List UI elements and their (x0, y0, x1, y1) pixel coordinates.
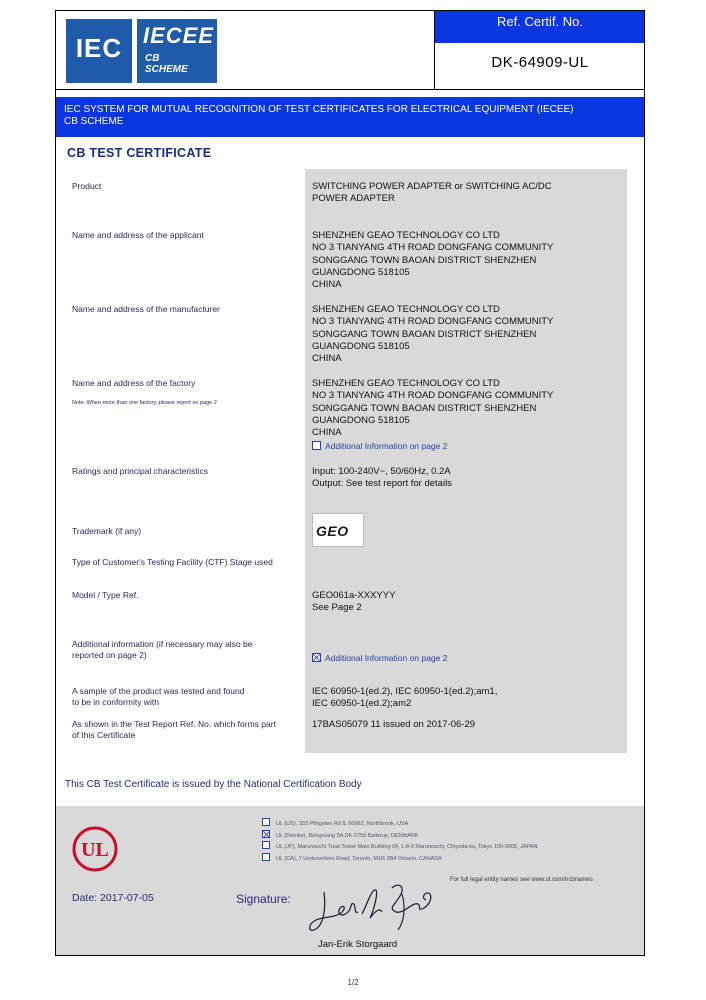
trademark-label: Trademark (if any) (72, 526, 142, 536)
standards-value: IEC 60950-1(ed.2), IEC 60950-1(ed.2);am1, IEC 60950-1(ed.2);am2 (312, 686, 498, 710)
factory-note: Note: When more than one factory, please report on page 2 (72, 400, 217, 406)
ncb-list (262, 818, 537, 864)
report-label: As shown in the Test Report Ref. No. which forms part of this Certificate (72, 719, 276, 740)
ratings-value: Input: 100-240V~, 50/60Hz, 0.2A Output: See test report for details (312, 466, 452, 490)
iecee-logo: IECEE CB SCHEME (137, 19, 217, 83)
certificate-title: CB TEST CERTIFICATE (67, 146, 212, 160)
iec-logo: IEC (66, 19, 132, 83)
page-number: 1/2 (347, 978, 359, 987)
trademark-logo: GEO (312, 513, 364, 547)
factory-additional-info: Additional Information on page 2 (312, 440, 447, 453)
reference-box (434, 11, 645, 89)
scheme-line-1: IEC SYSTEM FOR MUTUAL RECOGNITION OF TEST CERTIFICATES FOR ELECTRICAL EQUIPMENT (IECEE) (64, 104, 574, 115)
ncb-item: UL (CA), 7 Underwriters Road, Toronto, M1R 3B4 Ontario, CANADA (262, 853, 537, 865)
model-label: Model / Type Ref. (72, 590, 139, 600)
factory-addl-checkbox (312, 441, 321, 450)
footer-panel (56, 806, 644, 956)
ref-number: DK-64909-UL (435, 43, 645, 89)
ncb-item: UL (JP), Marunouchi Trust Tower Main Building 6F, 1-8-3 Marunouchi, Chiyoda-ku, Tokyo 100-0005, JAPAN (262, 841, 537, 853)
ncb-item: UL (US), 333 Pfingsten Rd IL 60062, Northbrook, USA (262, 818, 537, 830)
additional-info-value: Additional Information on page 2 (312, 652, 447, 665)
additional-info-label: Additional information (if necessary may also be reported on page 2) (72, 639, 253, 660)
manufacturer-label: Name and address of the manufacturer (72, 304, 220, 314)
handwritten-signature (302, 878, 442, 938)
issue-date: Date: 2017-07-05 (72, 892, 154, 904)
certificate-frame (55, 10, 645, 956)
signature-label: Signature: (236, 892, 291, 906)
factory-value: SHENZHEN GEAO TECHNOLOGY CO LTD NO 3 TIANYANG 4TH ROAD DONGFANG COMMUNITY SONGGANG TOWN BAOAN DISTRICT SHENZHEN GUANGDONG 518105 CHINA (312, 378, 554, 439)
ncb-checkbox (262, 853, 270, 861)
applicant-value: SHENZHEN GEAO TECHNOLOGY CO LTD NO 3 TIANYANG 4TH ROAD DONGFANG COMMUNITY SONGGANG TOWN BAOAN DISTRICT SHENZHEN GUANGDONG 518105 CHINA (312, 230, 554, 291)
product-value: SWITCHING POWER ADAPTER or SWITCHING AC/DC POWER ADAPTER (312, 181, 552, 205)
scheme-band (56, 97, 644, 137)
ncb-checkbox (262, 841, 270, 849)
ref-label: Ref. Certif. No. (435, 11, 645, 43)
product-label: Product (72, 181, 102, 191)
signer-name: Jan-Erik Storgaard (318, 939, 398, 950)
applicant-label: Name and address of the applicant (72, 230, 204, 240)
legal-entity-note: For full legal entity names see www.ul.com/ncbnames (450, 877, 593, 883)
manufacturer-value: SHENZHEN GEAO TECHNOLOGY CO LTD NO 3 TIANYANG 4TH ROAD DONGFANG COMMUNITY SONGGANG TOWN BAOAN DISTRICT SHENZHEN GUANGDONG 518105 CHINA (312, 304, 554, 365)
report-value: 17BAS05079 11 issued on 2017-06-29 (312, 719, 476, 730)
ratings-label: Ratings and principal characteristics (72, 466, 209, 476)
issued-by-statement: This CB Test Certificate is issued by the National Certification Body (65, 779, 362, 790)
ncb-checkbox-checked (262, 830, 270, 838)
ul-logo (72, 826, 118, 872)
scheme-line-2: CB SCHEME (64, 116, 124, 127)
model-value: GEO061a-XXXYYY See Page 2 (312, 590, 396, 614)
ctf-label: Type of Customer's Testing Facility (CTF) Stage used (72, 557, 273, 567)
header-logos (57, 12, 435, 90)
ncb-checkbox (262, 818, 270, 826)
addl-info-checkbox-checked (312, 653, 321, 662)
sample-label: A sample of the product was tested and found to be in conformity with (72, 686, 245, 707)
svg-text:UL: UL (81, 839, 109, 861)
ncb-item: UL (Demko), Borupvang 5A DK-2750 Ballerup, DENMARK (262, 830, 537, 842)
factory-label: Name and address of the factory (72, 378, 196, 388)
